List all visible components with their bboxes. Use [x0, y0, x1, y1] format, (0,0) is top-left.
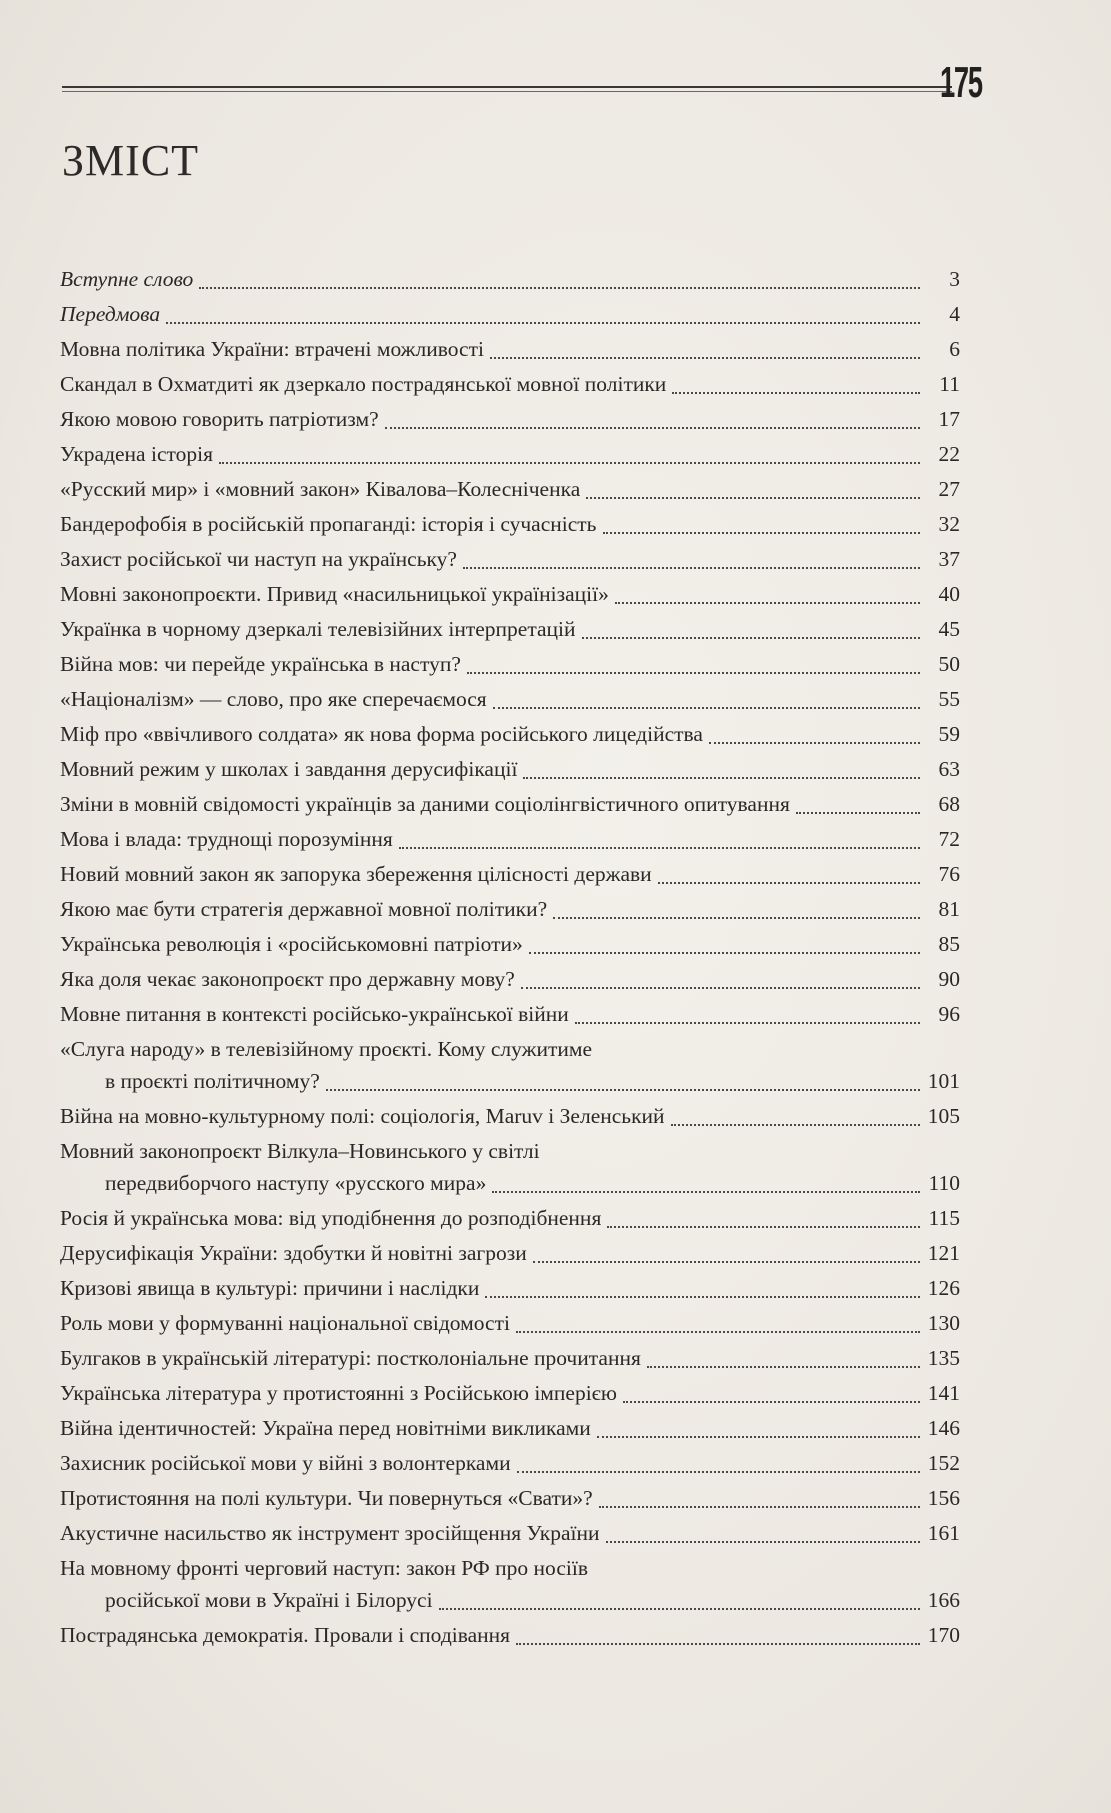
- toc-entry: [60, 1271, 960, 1306]
- toc-entry-last-line: [60, 1583, 960, 1618]
- toc-entry: [60, 507, 960, 542]
- dot-leader: [586, 493, 920, 499]
- dot-leader: [607, 1222, 920, 1228]
- toc-entry-last-line: [60, 1064, 960, 1099]
- toc-entry: [60, 1201, 960, 1236]
- dot-leader: [796, 808, 920, 814]
- toc-entry: [60, 262, 960, 297]
- dot-leader: [553, 913, 920, 919]
- dot-leader: [606, 1537, 920, 1543]
- dot-leader: [599, 1502, 920, 1508]
- toc-entry-page-number: 161: [927, 1521, 960, 1545]
- toc-entry-page-number: 81: [938, 897, 960, 921]
- toc-entry-title: Скандал в Охматдиті як дзеркало пострадянської мовної політики: [60, 372, 667, 396]
- header-rule: [62, 86, 952, 88]
- toc-entry-page-number: 32: [938, 512, 960, 536]
- toc-entry-title-line-1: На мовному фронті черговий наступ: закон РФ про носіїв: [60, 1556, 588, 1580]
- dot-leader: [517, 1467, 920, 1473]
- dot-leader: [439, 1604, 920, 1610]
- toc-entry-page-number: 130: [927, 1311, 960, 1335]
- toc-entry-title: Вступне слово: [60, 267, 194, 291]
- dot-leader: [533, 1257, 920, 1263]
- toc-entry-page-number: 4: [949, 302, 960, 326]
- toc-entry-title: Бандерофобія в російській пропаганді: історія і сучасність: [60, 512, 597, 536]
- toc-entry-title: Українська література у протистоянні з Російською імперією: [60, 1381, 617, 1405]
- toc-entry: [60, 997, 960, 1032]
- toc-entry: [60, 612, 960, 647]
- toc-entry-page-number: 40: [938, 582, 960, 606]
- toc-entry-page-number: 72: [938, 827, 960, 851]
- toc-entry: [60, 1099, 960, 1134]
- dot-leader: [521, 983, 920, 989]
- toc-entry: [60, 962, 960, 997]
- header-rule-secondary: [62, 91, 952, 92]
- toc-entry-title-line-2: передвиборчого наступу «русского мира»: [105, 1171, 487, 1195]
- toc-entry-page-number: 96: [938, 1002, 960, 1026]
- page-number: 175: [940, 58, 982, 107]
- toc-entry-page-number: 101: [927, 1069, 960, 1093]
- toc-entry-page-number: 115: [928, 1206, 960, 1230]
- toc-entry-page-number: 85: [938, 932, 960, 956]
- toc-entry-title: Акустичне насильство як інструмент зросійщення України: [60, 1521, 600, 1545]
- dot-leader: [603, 528, 921, 534]
- toc-entry-page-number: 22: [938, 442, 960, 466]
- toc-entry: [60, 1481, 960, 1516]
- toc-entry: [60, 437, 960, 472]
- toc-entry: [60, 1376, 960, 1411]
- toc-entry-page-number: 6: [949, 337, 960, 361]
- dot-leader: [490, 353, 920, 359]
- toc-entry-page-number: 50: [938, 652, 960, 676]
- toc-entry-page-number: 126: [927, 1276, 960, 1300]
- toc-entry-page-number: 68: [938, 792, 960, 816]
- toc-entry: [60, 1553, 960, 1618]
- toc-entry: [60, 892, 960, 927]
- dot-leader: [597, 1432, 920, 1438]
- toc-entry: [60, 332, 960, 367]
- toc-entry-title: Мовні законопроєкти. Привид «насильницької українізації»: [60, 582, 609, 606]
- dot-leader: [385, 423, 920, 429]
- dot-leader: [199, 283, 920, 289]
- dot-leader: [516, 1327, 920, 1333]
- toc-entry: [60, 1136, 960, 1201]
- dot-leader: [671, 1120, 920, 1126]
- toc-entry-title: Мовна політика України: втрачені можливості: [60, 337, 484, 361]
- toc-entry: [60, 1034, 960, 1099]
- toc-entry: [60, 1236, 960, 1271]
- dot-leader: [326, 1085, 920, 1091]
- toc-entry-title: Булгаков в українській літературі: постколоніальне прочитання: [60, 1346, 641, 1370]
- toc-entry-title: Передмова: [60, 302, 161, 326]
- toc-entry-last-line: [60, 1166, 960, 1201]
- toc-entry-title: Зміни в мовній свідомості українців за даними соціолінгвістичного опитування: [60, 792, 790, 816]
- dot-leader: [672, 388, 920, 394]
- toc-entry: [60, 1411, 960, 1446]
- toc-entry-page-number: 166: [927, 1588, 960, 1612]
- toc-entry-title: Кризові явища в культурі: причини і наслідки: [60, 1276, 480, 1300]
- toc-entry-title: Пострадянська демократія. Провали і сподівання: [60, 1623, 511, 1647]
- toc-entry-page-number: 11: [939, 372, 960, 396]
- toc-entry: [60, 647, 960, 682]
- toc-entry-title: Війна мов: чи перейде українська в наступ?: [60, 652, 461, 676]
- page-title: ЗМІСТ: [62, 136, 200, 185]
- dot-leader: [575, 1018, 920, 1024]
- toc-entry: [60, 472, 960, 507]
- toc-entry: [60, 822, 960, 857]
- dot-leader: [529, 948, 920, 954]
- toc-entry-title: Українська революція і «російськомовні патріоти»: [60, 932, 523, 956]
- toc-entry-page-number: 59: [938, 722, 960, 746]
- toc-entry: [60, 752, 960, 787]
- dot-leader: [523, 773, 920, 779]
- toc-entry: [60, 1306, 960, 1341]
- toc-entry-title: Украдена історія: [60, 442, 213, 466]
- toc-entry-title: Дерусифікація України: здобутки й новітні загрози: [60, 1241, 527, 1265]
- toc-entry-page-number: 110: [928, 1171, 960, 1195]
- toc-entry-page-number: 170: [927, 1623, 960, 1647]
- toc-entry-title: Якою мовою говорить патріотизм?: [60, 407, 379, 431]
- toc-entry-title: Міф про «ввічливого солдата» як нова форма російського лицедійства: [60, 722, 703, 746]
- toc-entry-page-number: 156: [927, 1486, 960, 1510]
- toc-entry-page-number: 76: [938, 862, 960, 886]
- toc-entry-page-number: 152: [927, 1451, 960, 1475]
- toc-entry-title-line-1: «Слуга народу» в телевізійному проєкті. Кому служитиме: [60, 1037, 592, 1061]
- toc-entry-page-number: 37: [938, 547, 960, 571]
- dot-leader: [492, 1187, 920, 1193]
- toc-entry: [60, 577, 960, 612]
- toc-entry-title: Війна ідентичностей: Україна перед новітніми викликами: [60, 1416, 591, 1440]
- dot-leader: [623, 1397, 920, 1403]
- toc-entry-title-line-1: Мовний законопроєкт Вілкула–Новинського у світлі: [60, 1139, 540, 1163]
- toc-entry: [60, 787, 960, 822]
- toc-entry-page-number: 121: [927, 1241, 960, 1265]
- toc-entry-title: Росія й українська мова: від уподібнення до розподібнення: [60, 1206, 602, 1230]
- toc-entry-page-number: 27: [938, 477, 960, 501]
- toc-entry: [60, 1446, 960, 1481]
- toc-entry-title: «Націоналізм» — слово, про яке сперечаємося: [60, 687, 487, 711]
- dot-leader: [647, 1362, 920, 1368]
- toc-entry: [60, 682, 960, 717]
- toc-entry-title-line-2: російської мови в Україні і Білорусі: [105, 1588, 433, 1612]
- toc-entry-page-number: 105: [927, 1104, 960, 1128]
- toc-entry-page-number: 45: [938, 617, 960, 641]
- toc-entry-title: Війна на мовно-культурному полі: соціологія, Maruv і Зеленський: [60, 1104, 665, 1128]
- dot-leader: [582, 633, 920, 639]
- toc-entry-page-number: 17: [938, 407, 960, 431]
- toc-entry-page-number: 55: [938, 687, 960, 711]
- dot-leader: [467, 668, 920, 674]
- toc-entry-page-number: 146: [927, 1416, 960, 1440]
- toc-entry-page-number: 63: [938, 757, 960, 781]
- dot-leader: [516, 1639, 920, 1645]
- dot-leader: [615, 598, 920, 604]
- dot-leader: [658, 878, 920, 884]
- toc-entry-title: Захист російської чи наступ на українську?: [60, 547, 457, 571]
- toc-entry: [60, 1618, 960, 1653]
- toc-entry-title: Протистояння на полі культури. Чи повернуться «Свати»?: [60, 1486, 593, 1510]
- toc-entry-title: «Русский мир» і «мовний закон» Ківалова–Колесніченка: [60, 477, 581, 501]
- toc-entry: [60, 1516, 960, 1551]
- toc-entry-page-number: 135: [927, 1346, 960, 1370]
- toc-entry-page-number: 141: [927, 1381, 960, 1405]
- toc-entry: [60, 857, 960, 892]
- dot-leader: [166, 318, 920, 324]
- toc-entry-title: Якою має бути стратегія державної мовної політики?: [60, 897, 548, 921]
- toc-entry-title-line-2: в проєкті політичному?: [105, 1069, 320, 1093]
- toc-entry: [60, 1341, 960, 1376]
- toc-entry-title: Мовне питання в контексті російсько-української війни: [60, 1002, 569, 1026]
- toc-entry-title: Мова і влада: труднощі порозуміння: [60, 827, 393, 851]
- table-of-contents: [60, 262, 960, 1653]
- toc-entry-title: Захисник російської мови у війні з волонтерками: [60, 1451, 511, 1475]
- toc-entry: [60, 367, 960, 402]
- toc-entry-title: Мовний режим у школах і завдання дерусифікації: [60, 757, 518, 781]
- toc-entry-title: Роль мови у формуванні національної свідомості: [60, 1311, 510, 1335]
- toc-entry-title: Новий мовний закон як запорука збереження цілісності держави: [60, 862, 652, 886]
- dot-leader: [485, 1292, 920, 1298]
- dot-leader: [463, 563, 920, 569]
- dot-leader: [493, 703, 920, 709]
- toc-entry-page-number: 90: [938, 967, 960, 991]
- toc-entry: [60, 297, 960, 332]
- toc-entry-title: Яка доля чекає законопроєкт про державну мову?: [60, 967, 515, 991]
- toc-entry: [60, 542, 960, 577]
- toc-entry: [60, 927, 960, 962]
- toc-entry-title: Українка в чорному дзеркалі телевізійних інтерпретацій: [60, 617, 576, 641]
- dot-leader: [219, 458, 920, 464]
- toc-entry: [60, 717, 960, 752]
- dot-leader: [709, 738, 920, 744]
- toc-entry-page-number: 3: [949, 267, 960, 291]
- toc-entry: [60, 402, 960, 437]
- dot-leader: [399, 843, 920, 849]
